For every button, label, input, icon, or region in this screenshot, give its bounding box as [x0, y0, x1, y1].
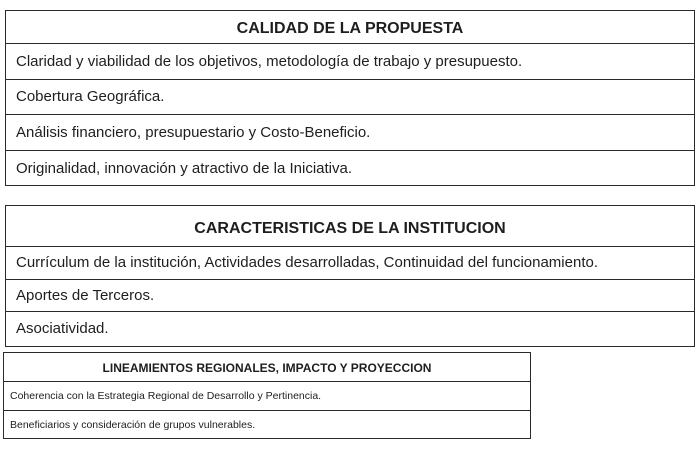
table-row: Currículum de la institución, Actividades desarrolladas, Continuidad del funcionamiento. [6, 247, 694, 280]
table-row: Originalidad, innovación y atractivo de la Iniciativa. [16, 159, 353, 177]
table-row: Análisis financiero, presupuestario y Costo-Beneficio. [6, 115, 694, 151]
table-row: Cobertura Geográfica. [6, 80, 694, 116]
section-title: CARACTERISTICAS DE LA INSTITUCION [6, 206, 694, 247]
table-row: Coherencia con la Estrategia Regional de Desarrollo y Pertinencia. [4, 382, 530, 411]
institution-characteristics-table [5, 205, 695, 347]
section-title: LINEAMIENTOS REGIONALES, IMPACTO Y PROYECCION [4, 353, 530, 382]
table-row: Claridad y viabilidad de los objetivos, metodología de trabajo y presupuesto. [6, 44, 694, 80]
quality-of-proposal-table [5, 10, 695, 186]
table-row: Beneficiarios y consideración de grupos vulnerables. [10, 418, 256, 431]
regional-guidelines-table [3, 352, 531, 439]
section-title: CALIDAD DE LA PROPUESTA [6, 11, 694, 44]
table-row: Aportes de Terceros. [6, 280, 694, 313]
table-row: Asociatividad. [16, 319, 109, 337]
